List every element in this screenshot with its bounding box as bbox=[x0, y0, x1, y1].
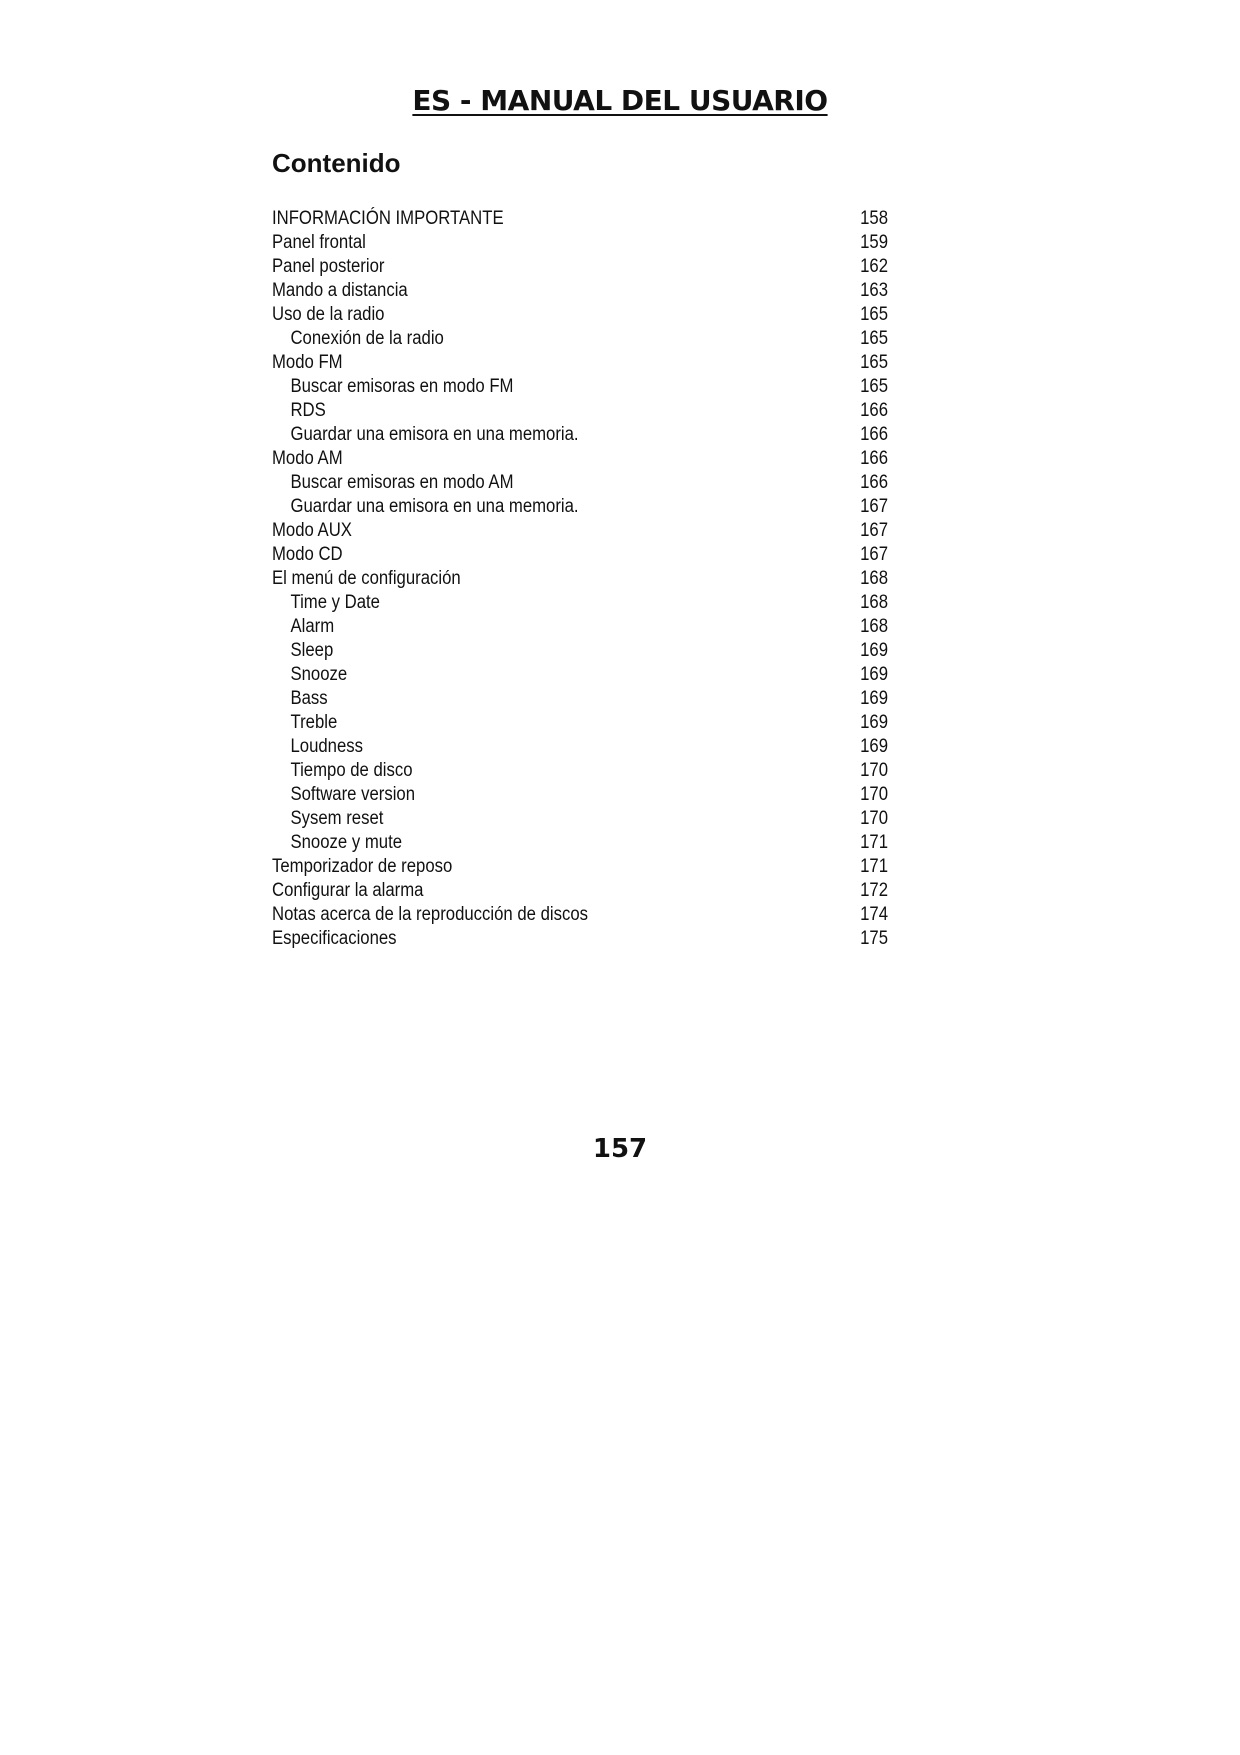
toc-entry bbox=[272, 639, 888, 663]
toc-entry-label: Buscar emisoras en modo FM bbox=[290, 376, 514, 397]
toc-entry-label: Buscar emisoras en modo AM bbox=[290, 472, 514, 493]
toc-entry bbox=[272, 471, 888, 495]
toc-entry-label: Modo AM bbox=[272, 448, 343, 469]
toc-entry bbox=[272, 663, 888, 687]
toc-entry-page: 169 bbox=[860, 664, 888, 685]
toc-entry-label: Sysem reset bbox=[290, 808, 384, 829]
toc-entry-label: INFORMACIÓN IMPORTANTE bbox=[272, 208, 504, 229]
toc-entry-page: 171 bbox=[860, 856, 888, 877]
toc-entry bbox=[272, 279, 888, 303]
toc-entry-page: 169 bbox=[860, 736, 888, 757]
toc-entry bbox=[272, 807, 888, 831]
toc-entry bbox=[272, 687, 888, 711]
toc-entry-label: Modo AUX bbox=[272, 520, 352, 541]
toc-entry-label: Configurar la alarma bbox=[272, 880, 424, 901]
table-of-contents bbox=[272, 207, 888, 951]
toc-entry bbox=[272, 495, 888, 519]
toc-entry bbox=[272, 351, 888, 375]
toc-entry-page: 166 bbox=[860, 424, 888, 445]
toc-entry bbox=[272, 423, 888, 447]
toc-entry-label: Time y Date bbox=[290, 592, 380, 613]
toc-entry-page: 162 bbox=[860, 256, 888, 277]
toc-entry bbox=[272, 303, 888, 327]
toc-entry-page: 168 bbox=[860, 592, 888, 613]
toc-entry-label: Panel frontal bbox=[272, 232, 366, 253]
toc-entry bbox=[272, 759, 888, 783]
toc-entry bbox=[272, 903, 888, 927]
toc-entry-page: 170 bbox=[860, 808, 888, 829]
toc-entry-page: 165 bbox=[860, 376, 888, 397]
toc-entry bbox=[272, 879, 888, 903]
toc-entry-page: 167 bbox=[860, 520, 888, 541]
toc-entry-label: Loudness bbox=[290, 736, 363, 757]
toc-entry bbox=[272, 927, 888, 951]
toc-entry bbox=[272, 207, 888, 231]
toc-entry bbox=[272, 399, 888, 423]
toc-entry-label: Software version bbox=[290, 784, 416, 805]
toc-entry bbox=[272, 255, 888, 279]
toc-entry bbox=[272, 519, 888, 543]
toc-entry-label: El menú de configuración bbox=[272, 568, 461, 589]
toc-heading: Contenido bbox=[272, 148, 401, 178]
toc-entry-label: Temporizador de reposo bbox=[272, 856, 453, 877]
toc-entry-page: 159 bbox=[860, 232, 888, 253]
toc-entry-page: 169 bbox=[860, 712, 888, 733]
toc-entry bbox=[272, 327, 888, 351]
toc-entry bbox=[272, 783, 888, 807]
toc-entry-label: Guardar una emisora en una memoria. bbox=[290, 424, 579, 445]
toc-entry-label: Snooze bbox=[290, 664, 348, 685]
toc-entry-page: 165 bbox=[860, 352, 888, 373]
toc-entry bbox=[272, 855, 888, 879]
toc-entry-label: Modo FM bbox=[272, 352, 343, 373]
toc-entry-page: 172 bbox=[860, 880, 888, 901]
toc-entry-page: 166 bbox=[860, 448, 888, 469]
toc-entry-page: 169 bbox=[860, 640, 888, 661]
toc-entry-label: Mando a distancia bbox=[272, 280, 408, 301]
toc-entry-label: Bass bbox=[290, 688, 328, 709]
toc-entry-page: 166 bbox=[860, 400, 888, 421]
toc-entry-page: 169 bbox=[860, 688, 888, 709]
toc-entry-label: Modo CD bbox=[272, 544, 343, 565]
toc-entry-page: 167 bbox=[860, 544, 888, 565]
toc-entry bbox=[272, 447, 888, 471]
toc-entry-page: 168 bbox=[860, 616, 888, 637]
toc-entry-label: Snooze y mute bbox=[290, 832, 403, 853]
toc-entry-page: 165 bbox=[860, 304, 888, 325]
toc-entry-label: Tiempo de disco bbox=[290, 760, 413, 781]
document-title bbox=[0, 84, 1240, 117]
toc-entry-page: 174 bbox=[860, 904, 888, 925]
toc-entry-page: 158 bbox=[860, 208, 888, 229]
toc-entry-page: 165 bbox=[860, 328, 888, 349]
toc-entry-page: 166 bbox=[860, 472, 888, 493]
toc-entry bbox=[272, 231, 888, 255]
toc-entry-label: Sleep bbox=[290, 640, 334, 661]
toc-entry-page: 170 bbox=[860, 760, 888, 781]
toc-entry bbox=[272, 831, 888, 855]
toc-entry bbox=[272, 543, 888, 567]
toc-entry-label: Panel posterior bbox=[272, 256, 385, 277]
toc-entry-page: 168 bbox=[860, 568, 888, 589]
toc-entry bbox=[272, 567, 888, 591]
toc-entry-label: Treble bbox=[290, 712, 338, 733]
toc-entry-page: 163 bbox=[860, 280, 888, 301]
toc-entry-page: 170 bbox=[860, 784, 888, 805]
toc-entry-label: RDS bbox=[290, 400, 326, 421]
toc-entry-label: Uso de la radio bbox=[272, 304, 385, 325]
page-number: 157 bbox=[592, 1134, 648, 1164]
toc-entry-label: Guardar una emisora en una memoria. bbox=[290, 496, 579, 517]
toc-entry bbox=[272, 711, 888, 735]
toc-entry-page: 171 bbox=[860, 832, 888, 853]
toc-entry-label: Conexión de la radio bbox=[290, 328, 444, 349]
document-title-text: ES - MANUAL DEL USUARIO bbox=[412, 84, 828, 117]
toc-entry-label: Alarm bbox=[290, 616, 335, 637]
toc-entry bbox=[272, 591, 888, 615]
toc-entry bbox=[272, 735, 888, 759]
toc-entry-page: 175 bbox=[860, 928, 888, 949]
toc-entry bbox=[272, 375, 888, 399]
toc-entry-page: 167 bbox=[860, 496, 888, 517]
toc-entry-label: Especificaciones bbox=[272, 928, 397, 949]
toc-entry bbox=[272, 615, 888, 639]
toc-entry-label: Notas acerca de la reproducción de discos bbox=[272, 904, 589, 925]
